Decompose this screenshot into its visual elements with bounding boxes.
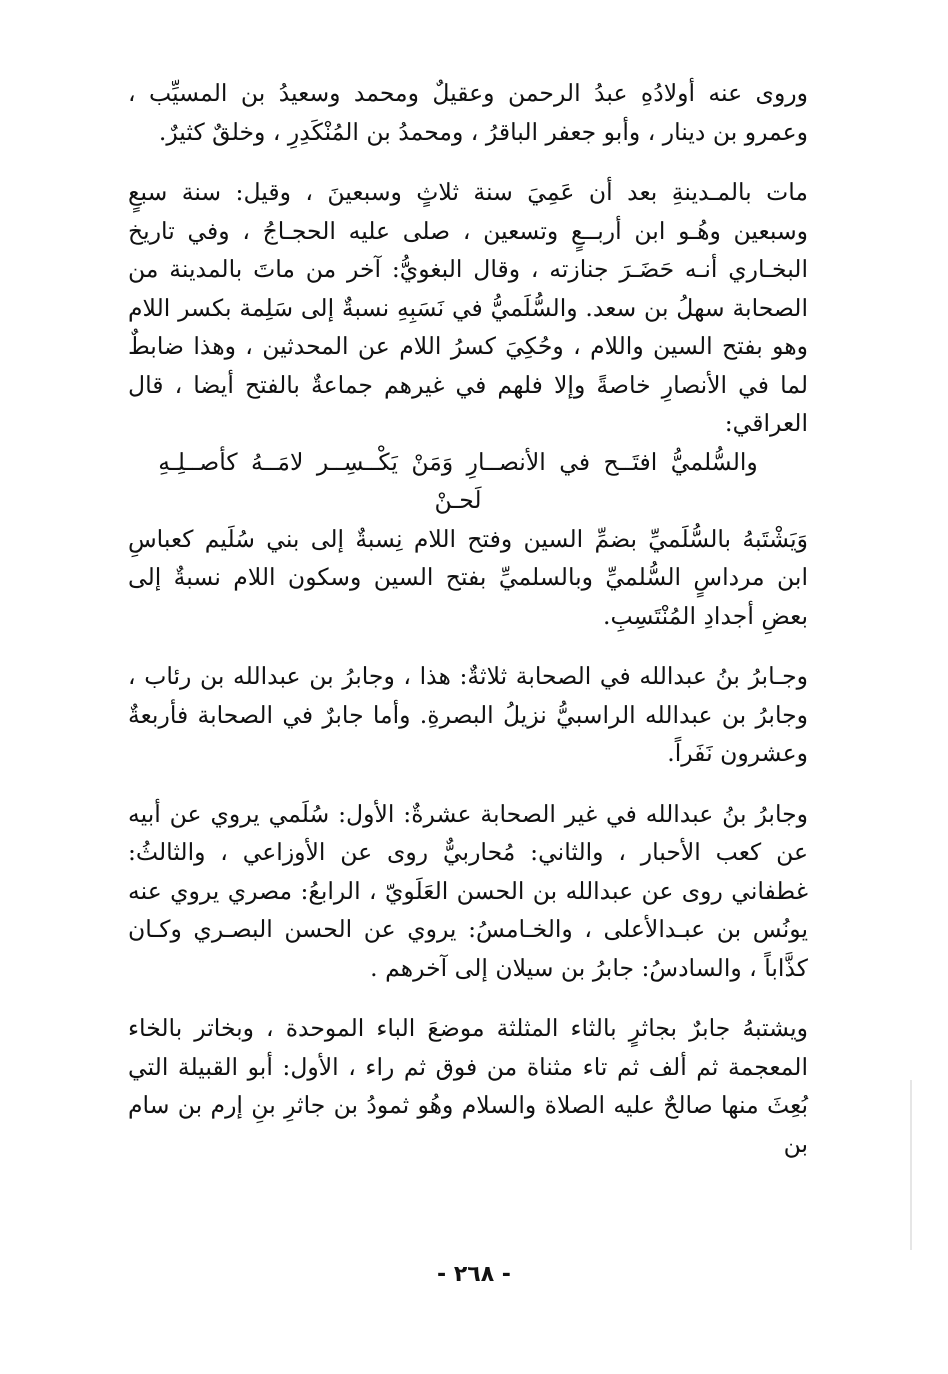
paragraph-jabir-others: وجابرُ بنُ عبدالله في غير الصحابة عشرةٌ: الأول: سُلَمي يروي عن أبيه عن كعب الأحبار ، والثاني: مُحاربيٌّ روى عن الأوزاعي ، والثالثُ: غطفاني روى عن عبدالله بن الحسن العَلَويّ ، الرابعُ: مصري يروي عنه يونُس بن عبـدالأعلى ، والخـامسُ: يروي عن الحسن البصـري وكـان كذَّاباً ، والسادسُ: جابرُ بن سيلان إلى آخرهم . [128,799,808,982]
page-number: - ٢٦٨ - [437,1262,511,1287]
scan-edge-shadow [910,1080,912,1250]
paragraph-narrators: وروى عنه أولادُهِ عبدُ الرحمن وعقيلٌ ومحمد وسعيدُ بن المسيِّب ، وعمرو بن دينار ، وأبو جعفر الباقرُ ، ومحمدُ بن المُنْكَدِرِ ، وخلقٌ كثيرٌ. [128,79,808,146]
paragraph-death: مات بالمـدينةِ بعد أن عَمِيَ سنة ثلاثٍ وسبعينَ ، وقيل: سنة سبعٍ وسبعين وهُـو ابن أربــعٍ وتسعين ، صلى عليه الحجـاجُ ، وفي تاريخ البخـاري أنـه حَضَـرَ جنازته ، وقال البغويُّ: آخر من ماتَ بالمدينة من الصحابة سهلُ بن سعد. والسُّلَميُّ في نَسَبِهِ نسبةٌ إلى سَلِمة بكسر اللام وهو بفتح السين واللام ، وحُكِيَ كسرُ اللام عن المحدثين ، وهذا ضابطٌ لما في الأنصارِ خاصةً وإلا فلهم في غيرهم جماعةٌ بالفتح أيضا ، قال العراقي: [128,178,808,437]
verse-line: والسُّلميُّ افتَــح في الأنصــارِ وَمَنْ يَكْــسِــر لامَــهُ كأصــلِـهِ لَحـنْ [158,447,758,514]
paragraph-jathir: ويشتبهُ جابرٌ بجاثرٍ بالثاء المثلثة موضعَ الباء الموحدة ، وبخاتر بالخاء المعجمة ثم ألف ثم تاء مثناة من فوق ثم راء ، الأول: أبو القبيلة التي بُعِثَ منها صالحٌ عليه الصلاة والسلام وهُو ثمودُ بن جاثرِ بنِ إرم بن سام بن [128,1014,808,1158]
document-body [128,74,808,1163]
paragraph-sulami: وَيَشْتَبهُ بالسُّلَميِّ بضمِّ السين وفتح اللام نِسبةٌ إلى بني سُلَيم كعباسِ ابن مرداسٍ السُّلميِّ وبالسلميِّ بفتح السين وسكون اللام نسبةٌ إلى بعضِ أجدادِ المُنْتَسِبِ. [128,524,808,630]
paragraph-jabir-companions: وجـابرُ بنُ عبدالله في الصحابة ثلاثةٌ: هذا ، وجابرُ بن عبدالله بن رئاب ، وجابرُ بن عبدالله الراسبيُّ نزيلُ البصرةِ. وأما جابرٌ في الصحابة فأربعةٌ وعشرون نَفَراً. [128,662,808,767]
